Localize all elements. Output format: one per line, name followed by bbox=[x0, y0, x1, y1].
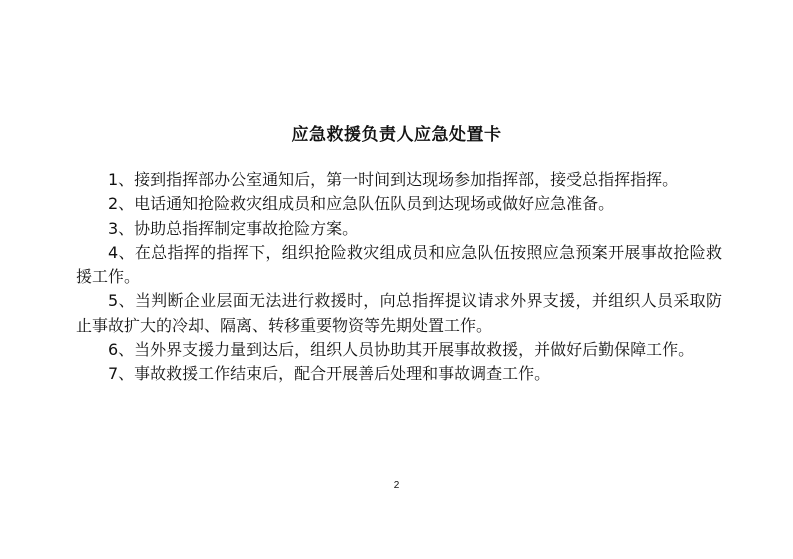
paragraph-item-3: 3、协助总指挥制定事故抢险方案。 bbox=[108, 218, 359, 238]
paragraph-item-7: 7、事故救援工作结束后，配合开展善后处理和事故调查工作。 bbox=[108, 364, 551, 384]
document-title: 应急救援负责人应急处置卡 bbox=[291, 125, 502, 145]
paragraph-item-6: 6、当外界支援力量到达后，组织人员协助其开展事故救援，并做好后勤保障工作。 bbox=[108, 340, 695, 360]
paragraph-item-2: 2、电话通知抢险救灾组成员和应急队伍队员到达现场或做好应急准备。 bbox=[108, 194, 615, 214]
paragraph-item-4: 4、在总指挥的指挥下，组织抢险救灾组成员和应急队伍按照应急预案开展事故抢险救援工作。 bbox=[76, 242, 722, 287]
paragraph-item-5: 5、当判断企业层面无法进行救援时，向总指挥提议请求外界支援，并组织人员采取防止事故扩大的冷却、隔离、转移重要物资等先期处置工作。 bbox=[76, 291, 722, 335]
paragraph-item-1: 1、接到指挥部办公室通知后，第一时间到达现场参加指挥部，接受总指挥指挥。 bbox=[108, 170, 679, 189]
page-number: 2 bbox=[393, 480, 400, 491]
document-body bbox=[76, 168, 722, 387]
